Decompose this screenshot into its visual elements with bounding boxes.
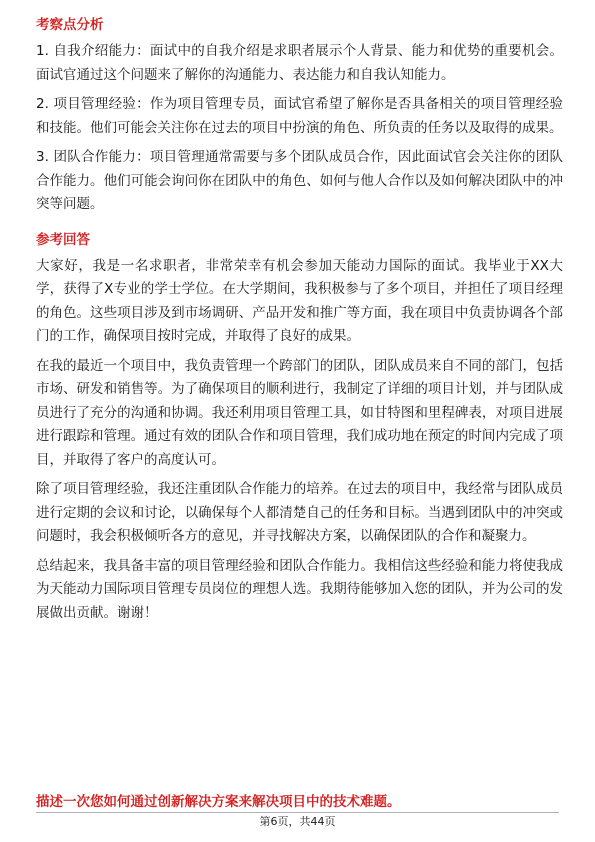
footer-divider: [36, 812, 559, 813]
analysis-item-3: 3. 团队合作能力：项目管理通常需要与多个团队成员合作，因此面试官会关注你的团队合作能力。他们可能会询问你在团队中的角色、如何与他人合作以及如何解决团队中的冲突等问题。: [36, 149, 563, 212]
analysis-item-1: 1. 自我介绍能力：面试中的自我介绍是求职者展示个人背景、能力和优势的重要机会。面试官通过这个问题来了解你的沟通能力、表达能力和自我认知能力。: [36, 43, 563, 83]
answer-paragraph-3: 除了项目管理经验，我还注重团队合作能力的培养。在过去的项目中，我经常与团队成员进行定期的会议和讨论，以确保每个人都清楚自己的任务和目标。当遇到团队中的冲突或问题时，我会积极倾听各方的意见，并寻找解决方案，以确保团队的合作和凝聚力。: [36, 481, 563, 544]
page-content: [36, 14, 563, 631]
answer-paragraph-4: 总结起来，我具备丰富的项目管理经验和团队合作能力。我相信这些经验和能力将使我成为天能动力国际项目管理专员岗位的理想人选。我期待能够加入您的团队，并为公司的发展做出贡献。谢谢！: [36, 557, 563, 621]
page-number: 第6页，共44页: [259, 815, 336, 828]
next-question: 描述一次您如何通过创新解决方案来解决项目中的技术难题。: [36, 794, 401, 810]
analysis-item-2: 2. 项目管理经验：作为项目管理专员，面试官希望了解你是否具备相关的项目管理经验和技能。他们可能会关注你在过去的项目中扮演的角色、所负责的任务以及取得的成果。: [36, 96, 563, 136]
answer-heading: 参考回答: [36, 231, 90, 248]
answer-paragraph-1: 大家好，我是一名求职者，非常荣幸有机会参加天能动力国际的面试。我毕业于XX大学，获得了X专业的学士学位。在大学期间，我积极参与了多个项目，并担任了项目经理的角色。这些项目涉及到市场调研、产品开发和推广等方面，我在项目中负责协调各个部门的工作，确保项目按时完成，并取得了良好的成果。: [36, 257, 563, 344]
analysis-heading: 考察点分析: [36, 17, 104, 33]
answer-paragraph-2: 在我的最近一个项目中，我负责管理一个跨部门的团队，团队成员来自不同的部门，包括市场、研发和销售等。为了确保项目的顺利进行，我制定了详细的项目计划，并与团队成员进行了充分的沟通和协调。我还利用项目管理工具，如甘特图和里程碑表，对项目进展进行跟踪和管理。通过有效的团队合作和项目管理，我们成功地在预定的时间内完成了项目，并取得了客户的高度认可。: [36, 357, 563, 468]
